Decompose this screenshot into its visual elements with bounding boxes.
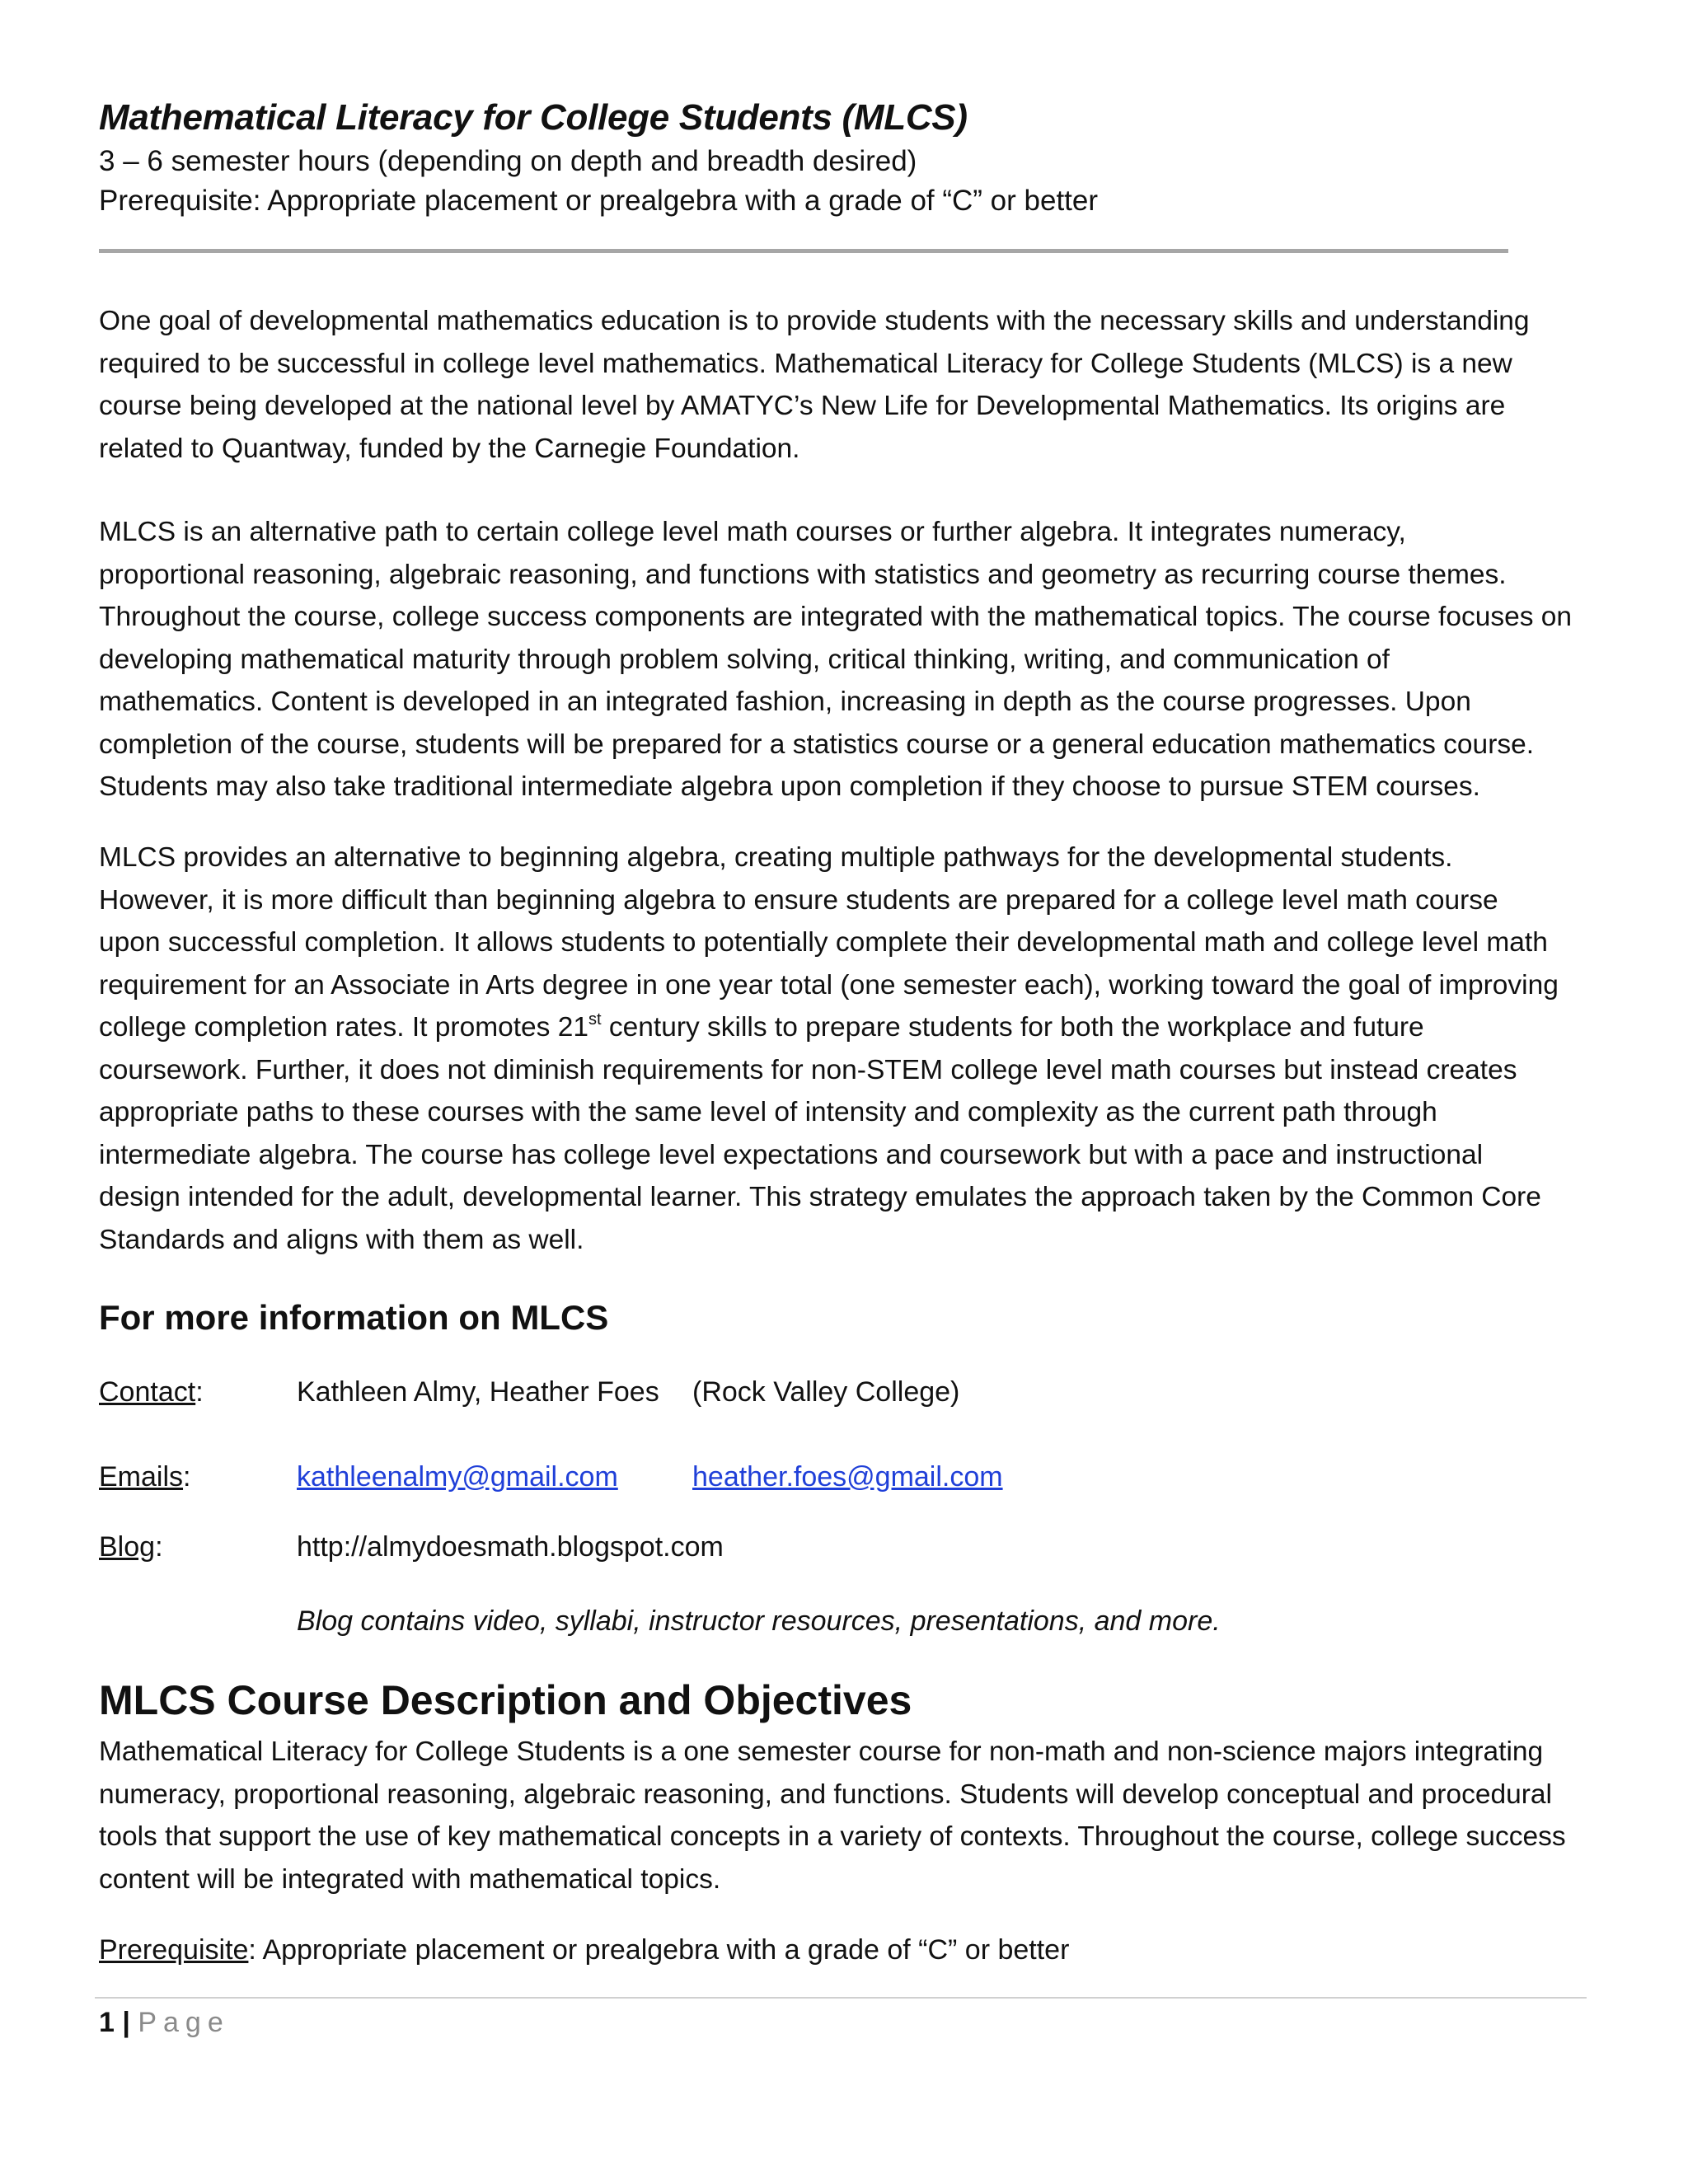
sup-line: college completion rates. It promotes 21st century skills to prepare students for both the workplace and future (99, 1010, 1424, 1043)
blog-label: Blog (99, 1531, 156, 1563)
prerequisite-text: : Appropriate placement or prealgebra with a grade of “C” or better (248, 1934, 1070, 1966)
intro-paragraph-2: MLCS is an alternative path to certain college level math courses or further algebra. It integrates numeracy, proportional reasoning, algebraic reasoning, and functions with statistics and geometry as recurring course themes. Throughout the course, college success components are integrated with the mathematical topics. The course focuses on developing mathematical maturity through problem solving, critical thinking, writing, and communication of mathematics. Content is developed in an integrated fashion, increasing in depth as the course progresses. Upon completion of the course, students will be prepared for a statistics course or a general education mathematics course. Students may also take traditional intermediate algebra upon completion if they choose to pursue STEM courses. (99, 517, 1573, 802)
footer-separator: | (122, 2007, 130, 2038)
course-prerequisite (99, 1934, 1069, 1966)
blog-url[interactable]: http://almydoesmath.blogspot.com (297, 1531, 724, 1563)
footer-divider (95, 1997, 1587, 1999)
emails-label: Emails (99, 1461, 184, 1493)
emails-label-wrap: Emails: (99, 1461, 191, 1493)
prerequisite-label: Prerequisite (99, 1934, 249, 1966)
document-title: Mathematical Literacy for College Students (MLCS) (99, 97, 968, 138)
header-divider (99, 249, 1508, 253)
contact-label-wrap: Contact: (99, 1376, 204, 1408)
intro-paragraph-1: One goal of developmental mathematics education is to provide students with the necessary skills and understanding required to be successful in college level mathematics. Mathematical Literacy for College Students (MLCS) is a new course being developed at the national level by AMATYC’s New Life for Developmental Mathematics. Its origins are related to Quantway, funded by the Carnegie Foundation. (99, 306, 1530, 464)
blog-label-wrap: Blog: (99, 1531, 163, 1563)
contact-names: Kathleen Almy, Heather Foes (297, 1376, 659, 1408)
email-link-kathleen[interactable]: kathleenalmy@gmail.com (297, 1461, 618, 1493)
email-link-heather[interactable]: heather.foes@gmail.com (692, 1461, 1003, 1493)
intro-paragraph-3: MLCS provides an alternative to beginning algebra, creating multiple pathways for the developmental students. However, it is more difficult than beginning algebra to ensure students are prepared for a college level math course upon successful completion. It allows students to potentially complete their developmental math and college level math requirement for an Associate in Arts degree in one year total (one semester each), working toward the goal of improving college completion rates. It promotes 21st century skills to prepare students for both the workplace and future coursework. Further, it does not diminish requirements for non-STEM college level math courses but instead creates appropriate paths to these courses with the same level of intensity and complexity as the current path through intermediate algebra. The course has college level expectations and coursework but with a pace and instructional design intended for the adult, developmental learner. This strategy emulates the approach taken by the Common Core Standards and aligns with them as well. (99, 837, 1599, 1261)
semester-hours: 3 – 6 semester hours (depending on depth and breadth desired) (99, 145, 917, 177)
course-heading: MLCS Course Description and Objectives (99, 1677, 912, 1723)
page-word: Page (138, 2007, 230, 2038)
contact-org: (Rock Valley College) (692, 1376, 960, 1408)
page-footer (99, 2007, 230, 2039)
blog-note: Blog contains video, syllabi, instructor resources, presentations, and more. (297, 1605, 1221, 1637)
page-number: 1 (99, 2007, 115, 2038)
contact-label: Contact (99, 1376, 196, 1408)
header-prerequisite: Prerequisite: Appropriate placement or prealgebra with a grade of “C” or better (99, 185, 1099, 217)
info-heading: For more information on MLCS (99, 1298, 609, 1337)
course-description: Mathematical Literacy for College Students is a one semester course for non-math and non-science majors integrating numeracy, proportional reasoning, algebraic reasoning, and functions. Students will develop conceptual and procedural tools that support the use of key mathematical concepts in a variety of contexts. Throughout the course, college success content will be integrated with mathematical topics. (99, 1736, 1566, 1895)
